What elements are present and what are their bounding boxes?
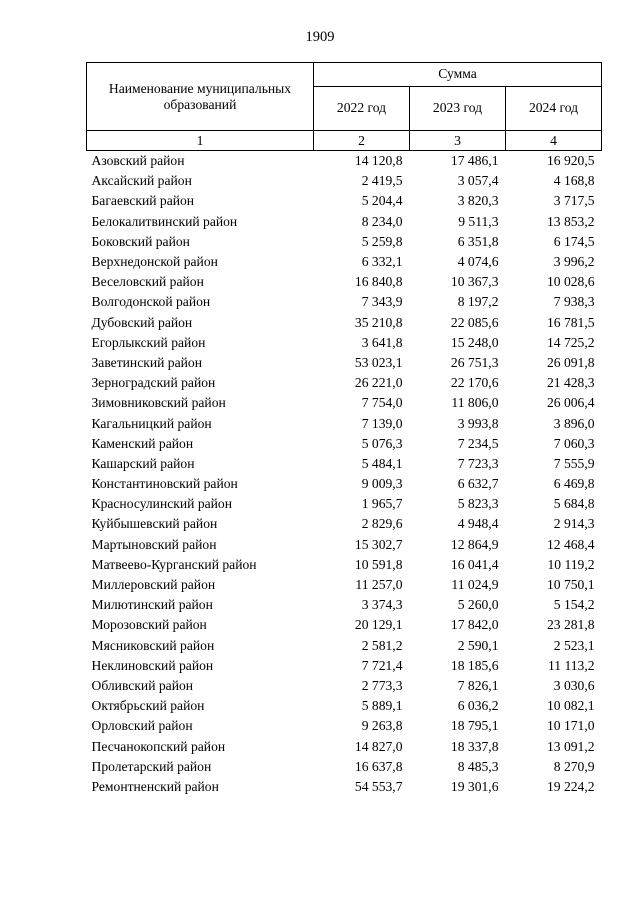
value-2023-cell: 6 632,7 (457, 476, 499, 492)
municipality-name-cell: Кагальницкий район (91, 415, 212, 431)
value-2022-cell: 2 581,2 (361, 637, 403, 653)
municipality-name-cell: Боковский район (91, 233, 190, 249)
header-year-2023: 2023 год (410, 86, 506, 130)
value-2024-cell: 8 270,9 (553, 758, 595, 774)
table-row (87, 272, 602, 292)
table-row (87, 736, 602, 756)
value-2022-cell: 5 204,4 (361, 193, 403, 209)
value-2024-cell: 10 082,1 (546, 698, 595, 714)
table-row (87, 474, 602, 494)
value-2023-cell: 4 948,4 (457, 516, 499, 532)
municipality-name-cell: Каменский район (91, 435, 194, 451)
value-2024-cell: 10 119,2 (547, 556, 595, 572)
value-2024-cell: 2 914,3 (553, 516, 595, 532)
table-row (87, 413, 602, 433)
value-2024-cell: 3 896,0 (553, 415, 595, 431)
municipality-name-cell: Матвеево-Курганский район (91, 556, 257, 572)
value-2023-cell: 5 823,3 (457, 496, 499, 512)
value-2023-cell: 22 085,6 (450, 314, 499, 330)
value-2023-cell: 17 486,1 (450, 153, 499, 169)
header-year-2022: 2022 год (314, 86, 410, 130)
header-sum: Сумма (314, 63, 602, 87)
table-row (87, 454, 602, 474)
value-2022-cell: 16 840,8 (354, 274, 403, 290)
municipality-name-cell: Зимовниковский район (91, 395, 226, 411)
value-2022-cell: 6 332,1 (361, 254, 403, 270)
value-2023-cell: 22 170,6 (450, 375, 499, 391)
municipality-name-cell: Азовский район (91, 153, 185, 169)
value-2024-cell: 11 113,2 (547, 657, 595, 673)
value-2022-cell: 11 257,0 (355, 577, 403, 593)
municipality-name-cell: Константиновский район (91, 476, 238, 492)
value-2022-cell: 9 263,8 (361, 718, 403, 734)
value-2024-cell: 13 091,2 (546, 738, 595, 754)
value-2024-cell: 7 060,3 (553, 435, 595, 451)
municipality-name-cell: Мартыновский район (91, 536, 217, 552)
value-2024-cell: 13 853,2 (546, 213, 595, 229)
value-2023-cell: 2 590,1 (457, 637, 499, 653)
table-row (87, 575, 602, 595)
value-2023-cell: 19 301,6 (450, 778, 499, 794)
column-number-2: 2 (314, 131, 410, 151)
table-row (87, 777, 602, 797)
value-2024-cell: 7 938,3 (553, 294, 595, 310)
table-row (87, 151, 602, 172)
table-row (87, 494, 602, 514)
value-2023-cell: 8 197,2 (457, 294, 499, 310)
value-2024-cell: 10 171,0 (546, 718, 595, 734)
header-municipality-name: Наименование муниципальных образований (87, 63, 314, 131)
value-2024-cell: 2 523,1 (553, 637, 595, 653)
municipality-name-cell: Миллеровский район (91, 577, 216, 593)
value-2022-cell: 8 234,0 (361, 213, 403, 229)
table-row (87, 615, 602, 635)
value-2022-cell: 15 302,7 (354, 536, 403, 552)
value-2022-cell: 10 591,8 (354, 556, 403, 572)
value-2022-cell: 2 419,5 (361, 173, 403, 189)
value-2022-cell: 14 827,0 (354, 738, 403, 754)
municipality-name-cell: Зерноградский район (91, 375, 216, 391)
value-2022-cell: 2 773,3 (361, 677, 403, 693)
table-row (87, 595, 602, 615)
municipality-name-cell: Белокалитвинский район (91, 213, 238, 229)
table-row (87, 716, 602, 736)
value-2024-cell: 12 468,4 (546, 536, 595, 552)
municipality-name-cell: Милютинский район (91, 597, 213, 613)
value-2023-cell: 26 751,3 (450, 354, 499, 370)
municipality-name-cell: Кашарский район (91, 455, 195, 471)
table-row (87, 252, 602, 272)
table-row (87, 555, 602, 575)
value-2023-cell: 18 795,1 (450, 718, 499, 734)
value-2024-cell: 26 091,8 (546, 354, 595, 370)
value-2022-cell: 53 023,1 (354, 354, 403, 370)
column-number-4: 4 (506, 131, 602, 151)
value-2023-cell: 11 806,0 (451, 395, 499, 411)
municipality-name-cell: Верхнедонской район (91, 254, 218, 270)
municipality-name-cell: Веселовский район (91, 274, 204, 290)
value-2022-cell: 54 553,7 (354, 778, 403, 794)
value-2023-cell: 5 260,0 (457, 597, 499, 613)
value-2023-cell: 4 074,6 (457, 254, 499, 270)
value-2023-cell: 7 723,3 (457, 455, 499, 471)
municipality-name-cell: Октябрьский район (91, 698, 205, 714)
header-year-2024: 2024 год (506, 86, 602, 130)
municipality-name-cell: Орловский район (91, 718, 193, 734)
value-2023-cell: 3 057,4 (457, 173, 499, 189)
value-2022-cell: 3 641,8 (361, 334, 403, 350)
value-2022-cell: 5 259,8 (361, 233, 403, 249)
value-2023-cell: 7 826,1 (457, 677, 499, 693)
table-row (87, 212, 602, 232)
table-row (87, 333, 602, 353)
value-2024-cell: 5 154,2 (553, 597, 595, 613)
value-2022-cell: 35 210,8 (354, 314, 403, 330)
value-2024-cell: 4 168,8 (553, 173, 595, 189)
value-2023-cell: 6 351,8 (457, 233, 499, 249)
municipality-name-cell: Мясниковский район (91, 637, 215, 653)
municipality-name-cell: Багаевский район (91, 193, 195, 209)
value-2023-cell: 12 864,9 (450, 536, 499, 552)
value-2022-cell: 9 009,3 (361, 476, 403, 492)
column-number-3: 3 (410, 131, 506, 151)
value-2024-cell: 14 725,2 (546, 334, 595, 350)
table-header (87, 63, 602, 151)
value-2023-cell: 10 367,3 (450, 274, 499, 290)
value-2022-cell: 20 129,1 (354, 617, 403, 633)
value-2024-cell: 3 717,5 (553, 193, 595, 209)
value-2022-cell: 1 965,7 (361, 496, 403, 512)
value-2024-cell: 26 006,4 (546, 395, 595, 411)
value-2024-cell: 6 174,5 (553, 233, 595, 249)
value-2023-cell: 3 993,8 (457, 415, 499, 431)
value-2022-cell: 14 120,8 (354, 153, 403, 169)
value-2024-cell: 3 030,6 (553, 677, 595, 693)
value-2022-cell: 5 889,1 (361, 698, 403, 714)
value-2024-cell: 6 469,8 (553, 476, 595, 492)
municipality-name-cell: Егорлыкский район (91, 334, 206, 350)
table-row (87, 696, 602, 716)
table-row (87, 757, 602, 777)
value-2022-cell: 5 076,3 (361, 435, 403, 451)
municipality-name-cell: Ремонтненский район (91, 778, 219, 794)
value-2024-cell: 10 028,6 (546, 274, 595, 290)
table-row (87, 373, 602, 393)
value-2024-cell: 16 920,5 (546, 153, 595, 169)
value-2024-cell: 10 750,1 (546, 577, 595, 593)
value-2024-cell: 7 555,9 (553, 455, 595, 471)
table-row (87, 313, 602, 333)
table-row (87, 514, 602, 534)
value-2024-cell: 5 684,8 (553, 496, 595, 512)
municipality-name-cell: Красносулинский район (91, 496, 232, 512)
municipality-name-cell: Обливский район (91, 677, 194, 693)
municipality-name-cell: Заветинский район (91, 354, 202, 370)
value-2023-cell: 11 024,9 (451, 577, 499, 593)
value-2022-cell: 7 139,0 (361, 415, 403, 431)
value-2023-cell: 18 337,8 (450, 738, 499, 754)
municipality-name-cell: Волгодонской район (91, 294, 211, 310)
value-2023-cell: 16 041,4 (450, 556, 499, 572)
table-row (87, 393, 602, 413)
value-2023-cell: 6 036,2 (457, 698, 499, 714)
municipal-sums-table (86, 62, 602, 797)
value-2023-cell: 7 234,5 (457, 435, 499, 451)
table-row (87, 171, 602, 191)
municipality-name-cell: Аксайский район (91, 173, 192, 189)
value-2023-cell: 3 820,3 (457, 193, 499, 209)
table-row (87, 191, 602, 211)
value-2024-cell: 21 428,3 (546, 375, 595, 391)
value-2022-cell: 2 829,6 (361, 516, 403, 532)
value-2022-cell: 16 637,8 (354, 758, 403, 774)
value-2023-cell: 15 248,0 (450, 334, 499, 350)
value-2022-cell: 3 374,3 (361, 597, 403, 613)
municipality-name-cell: Неклиновский район (91, 657, 214, 673)
column-number-1: 1 (87, 131, 314, 151)
table-row (87, 656, 602, 676)
value-2022-cell: 26 221,0 (354, 375, 403, 391)
value-2024-cell: 3 996,2 (553, 254, 595, 270)
municipality-name-cell: Пролетарский район (91, 758, 212, 774)
value-2022-cell: 5 484,1 (361, 455, 403, 471)
value-2024-cell: 23 281,8 (546, 617, 595, 633)
value-2024-cell: 16 781,5 (546, 314, 595, 330)
table-body (87, 151, 602, 798)
table-row (87, 353, 602, 373)
table-row (87, 292, 602, 312)
table-row (87, 535, 602, 555)
value-2023-cell: 9 511,3 (458, 213, 499, 229)
value-2023-cell: 17 842,0 (450, 617, 499, 633)
value-2022-cell: 7 754,0 (361, 395, 403, 411)
table-row (87, 636, 602, 656)
value-2022-cell: 7 721,4 (361, 657, 403, 673)
municipality-name-cell: Куйбышевский район (91, 516, 218, 532)
value-2023-cell: 18 185,6 (450, 657, 499, 673)
municipality-name-cell: Песчанокопский район (91, 738, 226, 754)
table-row (87, 232, 602, 252)
page-number: 1909 (305, 29, 335, 45)
value-2024-cell: 19 224,2 (546, 778, 595, 794)
municipality-name-cell: Дубовский район (91, 314, 193, 330)
value-2022-cell: 7 343,9 (361, 294, 403, 310)
table-row (87, 434, 602, 454)
value-2023-cell: 8 485,3 (457, 758, 499, 774)
table-row (87, 676, 602, 696)
municipality-name-cell: Морозовский район (91, 617, 207, 633)
